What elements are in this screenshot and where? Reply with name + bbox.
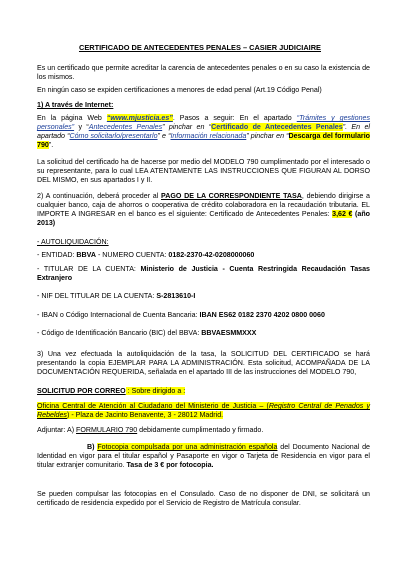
adjuntar-label: Adjuntar: A) <box>37 426 77 434</box>
minors-paragraph: En ningún caso se expiden certificaciones a menores de edad penal (Art.19 Código Penal) <box>37 86 322 94</box>
adjuntar-rest: debidamente cumplimentado y firmado. <box>137 426 264 434</box>
cuenta-label: - NUMERO CUENTA: <box>96 251 169 259</box>
section1-heading-text: 1) A través de Internet: <box>37 101 114 109</box>
descarga-link[interactable]: Descarga del formulario 790 <box>37 132 371 149</box>
section1-web-paragraph <box>37 114 370 150</box>
b-label: B) <box>87 443 98 451</box>
close-quote-text: ”. <box>48 141 54 149</box>
conj-text-1: y “ <box>74 123 89 131</box>
bic-value: BBVAESMMXXX <box>201 329 257 337</box>
iban-label: - IBAN o Código Internacional de Cuenta Bancaria: <box>37 311 200 319</box>
correo-label: SOLICITUD POR CORREO <box>37 387 126 395</box>
section2-rest: , debiendo dirigirse a cualquier banco, caja de ahorros o cooperativa de crédito colaboradora en la recaudación tributaria. EL IMPORTE A INGRESAR en el banco es el siguiente: Certificado de Antecedentes Penales: <box>37 192 370 218</box>
section3-paragraph <box>37 350 370 377</box>
conj-text-2: ” e “ <box>157 132 171 140</box>
entidad-value: BBVA <box>76 251 96 259</box>
final-paragraph: Se pueden compulsar las fotocopias en el Consulado. Caso de no disponer de DNI, se solicitará un certificado de residencia expedido por el Servicio de Registro de Matrícula consular. <box>37 490 370 507</box>
entidad-line <box>37 251 370 260</box>
antecedentes-link[interactable]: Antecedentes Penales <box>88 123 163 131</box>
tramites-link[interactable]: “Trámites y gestiones personales” <box>37 114 371 131</box>
oficina-text: Oficina Central de Atención al Ciudadano del Ministerio de Justicia – ( <box>37 402 269 410</box>
document-title: CERTIFICADO DE ANTECEDENTES PENALES – CASIER JUDICIAIRE <box>78 43 321 52</box>
nif-label: - NIF DEL TITULAR DE LA CUENTA: <box>37 292 157 300</box>
adjuntar-line <box>37 426 370 435</box>
formulario-text: FORMULARIO 790 <box>76 426 138 434</box>
year-text: (año 2013) <box>37 210 370 227</box>
pinchar-text-1: ” pinchar en “ <box>162 123 212 131</box>
apartado-text: ”. En el apartado “ <box>37 123 370 140</box>
fotocopia-text: Fotocopia compulsada por una administración española <box>97 443 278 451</box>
certificado-link[interactable]: Certificado de Antecedentes Penales <box>211 123 343 131</box>
section1-heading <box>37 101 370 110</box>
fotocopia-rest: del Documento Nacional de Identidad en vigor para el titular español y Pasaporte en vigor o Tarjeta de Residencia en vigor para el titular extranjer comunitario. <box>37 443 370 469</box>
pinchar-text-2: ” pinchar en “ <box>246 132 289 140</box>
titular-value: Ministerio de Justicia - Cuenta Restringida Recaudación Tasas Extranjero <box>37 265 370 282</box>
pago-tasa-text: PAGO DE LA CORRESPONDIENTE TASA <box>161 192 302 200</box>
como-solicitarlo-link[interactable]: Cómo solicitarlo/presentarlo <box>69 132 158 140</box>
bic-line <box>37 329 370 338</box>
section3-text-a: 3) Una vez efectuada la autoliquidación de la tasa, la SOLICITUD DEL CERTIFICADO se hará presentando la copia EJEMPLAR PARA LA ADMINISTRACIÓN. <box>37 350 370 367</box>
nif-value: S-2813610-I <box>156 292 196 300</box>
titular-line <box>37 265 370 283</box>
iban-value: IBAN ES62 0182 2370 4202 0800 0060 <box>199 311 325 319</box>
autoliquidacion-heading: - AUTOLIQUIDACIÓN: <box>37 238 109 246</box>
tasa-text: Tasa de 3 € por fotocopia. <box>126 461 214 469</box>
correo-line <box>37 387 370 396</box>
nif-line <box>37 292 370 301</box>
intro-paragraph: Es un certificado que permite acreditar la carencia de antecedentes penales o en su caso la existencia de los mismos. <box>37 64 370 81</box>
iban-line <box>37 311 370 320</box>
amount-text: 3,62 € <box>332 210 353 218</box>
titular-label: - TITULAR DE LA CUENTA: <box>37 265 141 273</box>
direccion-text: ) - Plaza de Jacinto Benavente, 3 - 28012 Madrid. <box>66 411 224 419</box>
steps-intro-text: . Pasos a seguir: En el apartado <box>172 114 297 122</box>
fotocopia-paragraph <box>37 443 370 470</box>
address-line <box>37 402 370 420</box>
registro-text: Registro Central de Penados y Rebeldes <box>37 402 370 419</box>
section2-lead: 2) A continuación, deberá proceder al <box>37 192 162 200</box>
informacion-link[interactable]: Información relacionada <box>170 132 247 140</box>
bic-label: - Código de Identificación Bancario (BIC) del BBVA: <box>37 329 202 337</box>
cuenta-value: 0182-2370-42-0208000060 <box>168 251 255 259</box>
solicitud-paragraph: La solicitud del certificado ha de hacerse por medio del MODELO 790 cumplimentado por el interesado o su representante, para lo cual LEA ATENTAMENTE LAS INSTRUCCIONES QUE FIGURAN AL DORSO DEL MISMO, en sus apartados I y II. <box>37 158 370 184</box>
section2-paragraph <box>37 192 370 228</box>
section3-text-b: Esta solicitud, ACOMPAÑADA DE LA DOCUMENTACIÓN REQUERIDA, señalada en el apartado III de las instrucciones del MODELO 790, <box>37 359 370 376</box>
web-intro-text: En la página Web <box>37 114 107 122</box>
entidad-label: - ENTIDAD: <box>37 251 77 259</box>
sobre-text: : Sobre dirigido a : <box>125 387 186 395</box>
mjusticia-link[interactable]: “www.mjusticia.es” <box>106 114 173 122</box>
